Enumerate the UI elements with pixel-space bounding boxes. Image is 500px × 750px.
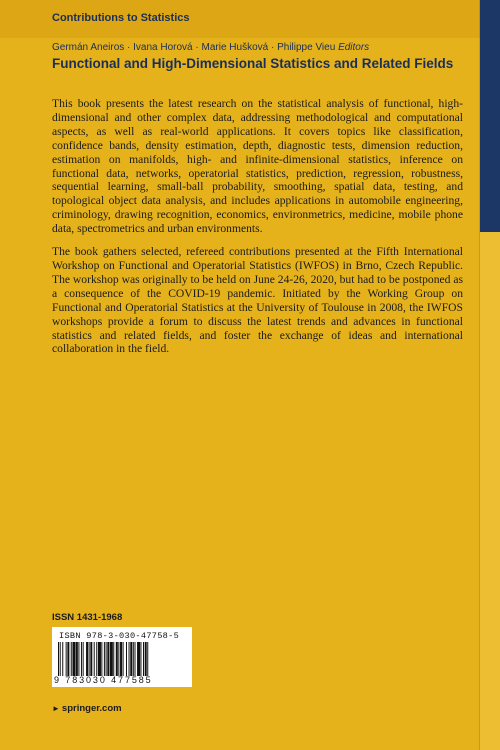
book-title: Functional and High-Dimensional Statistics and Related Fields <box>52 56 454 71</box>
issn-label: ISSN 1431-1968 <box>52 612 123 623</box>
spine-edge-line <box>479 0 480 750</box>
arrow-icon: ► <box>52 704 60 713</box>
isbn-label: ISBN 978-3-030-47758-5 <box>59 631 180 641</box>
editor-role: Editors <box>338 42 370 53</box>
blurb-paragraph-2: The book gathers selected, refereed contributions presented at the Fifth International Workshop on Functional and Operatorial Statistics (IWFOS) in Brno, Czech Republic. The workshop was originally to be held on June 24-26, 2020, but had to be postponed as a consequence of the COVID-19 pandemic. Initiated by the Working Group on Functional and Operatorial Statistics at the University of Toulouse in 2008, the IWFOS workshops provide a forum to discuss the latest trends and advances in functional statistics and related fields, and foster the exchange of ideas and international collaboration in the field. <box>52 245 463 356</box>
barcode-graphic <box>56 642 188 676</box>
series-title: Contributions to Statistics <box>52 12 190 24</box>
publisher-url: springer.com <box>61 703 122 714</box>
barcode-digits: 9 783030 477585 <box>54 675 153 685</box>
editor-names: Germán Aneiros · Ivana Horová · Marie Hušková · Philippe Vieu <box>52 42 336 53</box>
spine-navy-bar <box>480 0 500 232</box>
editors-line <box>52 42 369 53</box>
spine-yellow-bar <box>480 232 500 750</box>
blurb-paragraph-1: This book presents the latest research on the statistical analysis of functional, high-dimensional and other complex data, addressing methodological and computational aspects, as well as real-world applications. It covers topics like classification, confidence bands, density estimation, depth, diagnostic tests, dimension reduction, estimation on manifolds, high- and infinite-dimensional statistics, inference on functional data, networks, operatorial statistics, prediction, regression, robustness, sequential learning, small-ball probability, smoothing, spatial data, testing, and topological object data analysis, and includes applications in automobile engineering, criminology, drawing recognition, economics, environmetrics, medicine, mobile phone data, spectrometrics and urban environments. <box>52 97 463 236</box>
isbn-barcode <box>52 627 192 687</box>
publisher-link[interactable] <box>52 703 122 714</box>
blurb <box>52 97 463 365</box>
